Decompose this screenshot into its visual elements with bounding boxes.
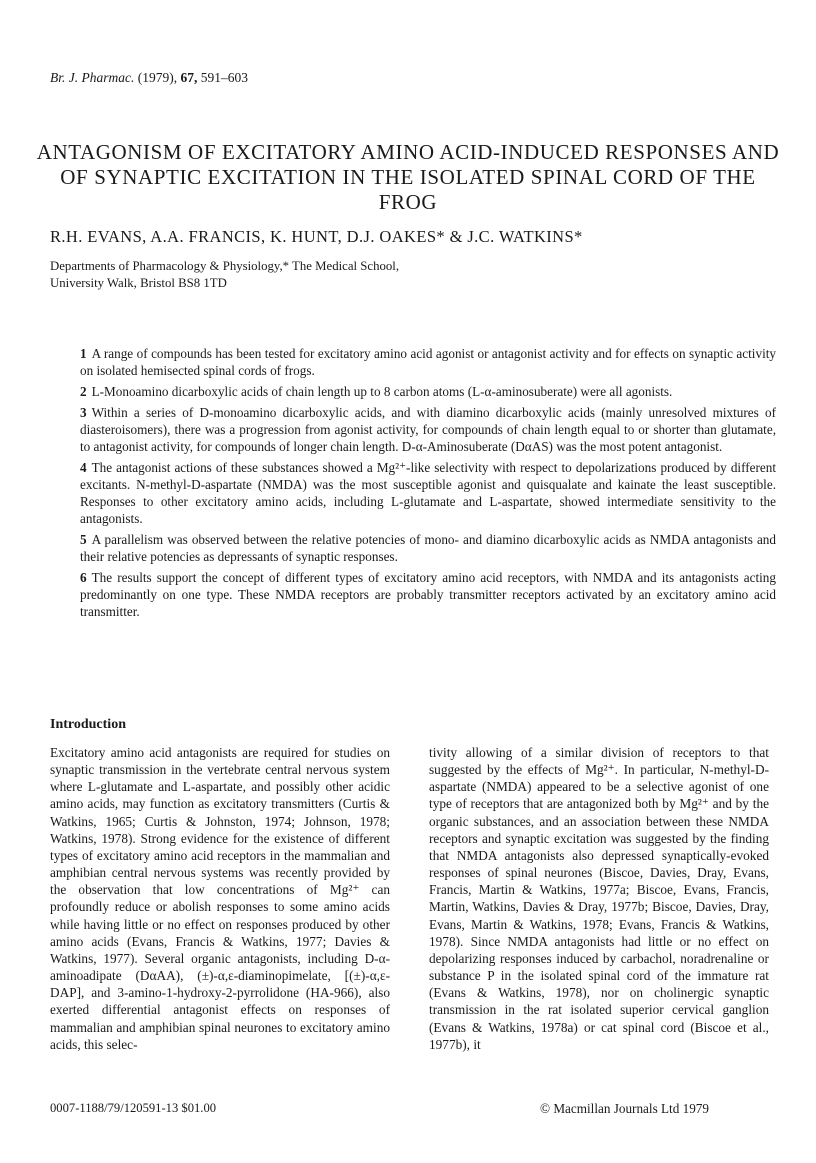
journal-volume: 67,	[180, 70, 198, 85]
paragraph-number: 1	[80, 346, 87, 361]
paragraph-text: L-Monoamino dicarboxylic acids of chain length up to 8 carbon atoms (L-α-aminosuberate) were all agonists.	[91, 384, 673, 399]
paragraph-number: 3	[80, 405, 87, 420]
paragraph-number: 5	[80, 532, 87, 547]
body-text-left-column: Excitatory amino acid antagonists are required for studies on synaptic transmission in the vertebrate central nervous system where L-glutamate and L-aspartate, and possibly other acidic amino acids, may function as excitatory transmitters (Curtis & Watkins, 1965; Curtis & Johnston, 1974; Johnson, 1978; Watkins, 1978). Strong evidence for the existence of different types of excitatory amino acid receptors in the mammalian and amphibian central nervous systems was recently provided by the observation that low concentrations of Mg²⁺ can profoundly reduce or abolish responses to some amino acids while having little or no effect on responses produced by other amino acids (Evans, Francis & Watkins, 1977; Davies & Watkins, 1977). Several organic antagonists, including D-α-aminoadipate (DαAA), (±)-α,ε-diaminopimelate, [(±)-α,ε-DAP], and 3-amino-1-hydroxy-2-pyrrolidone (HA-966), also exerted differential antagonist effects on responses of mammalian and amphibian spinal neurones to excitatory amino acids, this selec-	[50, 745, 390, 1052]
abstract-paragraph	[80, 569, 776, 620]
journal-name: Br. J. Pharmac.	[50, 70, 135, 85]
paragraph-text: The results support the concept of different types of excitatory amino acid receptors, with NMDA and its antagonists acting predominantly on one type. These NMDA receptors are probably transmitter receptors activated by an excitatory amino acid transmitter.	[80, 570, 776, 619]
abstract	[80, 345, 776, 624]
author-list: R.H. EVANS, A.A. FRANCIS, K. HUNT, D.J. OAKES* & J.C. WATKINS*	[50, 227, 583, 246]
abstract-paragraph	[80, 404, 776, 455]
journal-pages: 591–603	[200, 70, 248, 85]
abstract-paragraph	[80, 383, 776, 400]
journal-year: (1979),	[137, 70, 178, 85]
abstract-paragraph	[80, 531, 776, 565]
article-title: ANTAGONISM OF EXCITATORY AMINO ACID-INDUCED RESPONSES AND OF SYNAPTIC EXCITATION IN THE ISOLATED SPINAL CORD OF THE FROG	[36, 140, 780, 214]
affiliation-line: Departments of Pharmacology & Physiology,* The Medical School,	[50, 259, 400, 273]
footer-code: 0007-1188/79/120591-13 $01.00	[50, 1101, 217, 1115]
body-text-right-column: tivity allowing of a similar division of receptors to that suggested by the effects of Mg²⁺. In particular, N-methyl-D-aspartate (NMDA) appeared to be a selective agonist of one type of receptors that are antagonized both by Mg²⁺ and by the organic substances, and an association between these NMDA receptors and synaptic excitation was suggested by the finding that NMDA antagonists also depressed synaptically-evoked responses of spinal neurones (Biscoe, Davies, Dray, Evans, Francis, Martin & Watkins, 1977a; Biscoe, Evans, Francis, Martin, Watkins, Davies & Dray, 1977b; Biscoe, Davies, Dray, Evans, Martin & Watkins, 1978; Evans, Francis & Watkins, 1978). Since NMDA antagonists had little or no effect on depolarizing responses induced by carbachol, noradrenaline or substance P in the isolated spinal cord of the immature rat (Evans & Watkins, 1978), nor on cholinergic synaptic transmission in the rat isolated superior cervical ganglion (Evans & Watkins, 1978a) or cat spinal cord (Biscoe et al., 1977b), it	[429, 745, 769, 1052]
journal-citation	[50, 70, 248, 86]
footer-copyright: © Macmillan Journals Ltd 1979	[540, 1101, 709, 1116]
paragraph-text: A parallelism was observed between the relative potencies of mono- and diamino dicarboxylic acids as NMDA antagonists and their relative potencies as depressants of synaptic responses.	[80, 532, 776, 564]
paragraph-text: Within a series of D-monoamino dicarboxylic acids, and with diamino dicarboxylic acids (mainly unresolved mixtures of diasteroisomers), there was a progression from agonist activity, for compounds of chain length equal to or shorter than glutamate, to antagonist activity, for compounds of longer chain length. D-α-Aminosuberate (DαAS) was the most potent antagonist.	[80, 405, 776, 454]
abstract-paragraph	[80, 345, 776, 379]
affiliation-line: University Walk, Bristol BS8 1TD	[50, 276, 227, 290]
paragraph-number: 2	[80, 384, 87, 399]
abstract-paragraph	[80, 459, 776, 527]
paragraph-number: 6	[80, 570, 87, 585]
paragraph-number: 4	[80, 460, 87, 475]
paragraph-text: A range of compounds has been tested for excitatory amino acid agonist or antagonist activity and for effects on synaptic activity on isolated hemisected spinal cords of frogs.	[80, 346, 776, 378]
affiliation	[50, 258, 399, 292]
paragraph-text: The antagonist actions of these substances showed a Mg²⁺-like selectivity with respect to depolarizations produced by different excitants. N-methyl-D-aspartate (NMDA) was the most susceptible agonist and quisqualate and kainate the least susceptible. Responses to other excitatory amino acids, including L-glutamate and L-aspartate, showed intermediate sensitivity to the antagonists.	[80, 460, 776, 526]
section-heading-introduction: Introduction	[50, 717, 126, 732]
